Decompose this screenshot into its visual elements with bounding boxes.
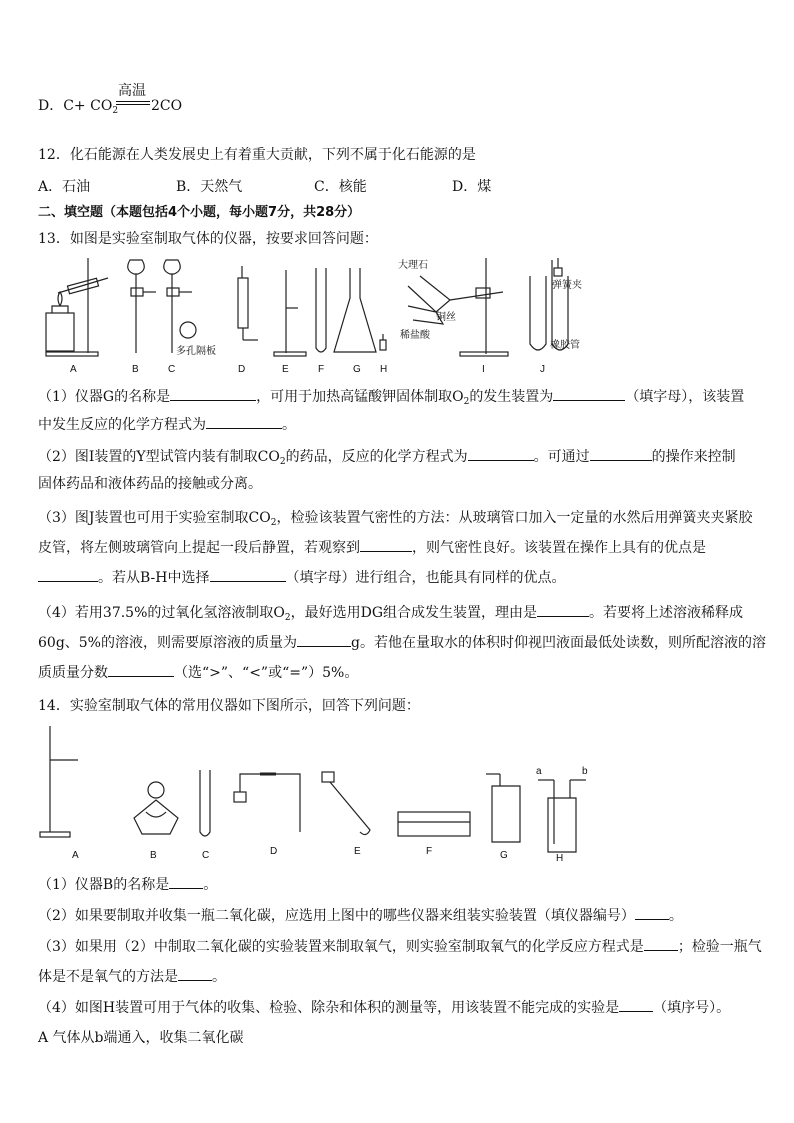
text: 皮管，将左侧玻璃管向上提起一段后静置，若观察到 — [38, 540, 360, 556]
fig14-label-d: D — [270, 846, 278, 857]
fig13-label-d: D — [238, 364, 246, 375]
fig14-label-e: E — [354, 846, 361, 857]
subscript: 2 — [279, 457, 286, 467]
acid-label: 稀盐酸 — [400, 330, 430, 341]
text: （1）仪器G的名称是 — [38, 389, 171, 405]
text: 质质量分数 — [38, 665, 108, 681]
fig13-label-b: B — [132, 364, 139, 375]
answer-blank[interactable] — [619, 997, 653, 1012]
q14-figure — [38, 722, 598, 864]
answer-blank[interactable] — [38, 567, 98, 582]
text: 。 — [282, 417, 296, 433]
text: ；检验一瓶气 — [677, 939, 762, 955]
answer-blank[interactable] — [360, 537, 412, 552]
reaction-condition: 高温 — [118, 83, 146, 99]
text: 。 — [203, 877, 218, 893]
answer-blank[interactable] — [537, 602, 589, 617]
answer-blank[interactable] — [169, 874, 203, 889]
answer-blank[interactable] — [635, 905, 669, 920]
q14-part1 — [38, 874, 217, 895]
text: （填序号）。 — [653, 1000, 731, 1016]
q13-part2-line2: 固体药品和液体药品的接触或分离。 — [38, 476, 262, 492]
q13-stem: 13．如图是实验室制取气体的仪器，按要求回答问题： — [38, 231, 378, 247]
apparatus-drawing — [38, 248, 598, 378]
fig13-label-h: H — [380, 364, 388, 375]
q13-part4-line2 — [38, 632, 766, 653]
text: （选“>”、“<”或“=”）5%。 — [174, 665, 359, 681]
section-heading: 二、填空题（本题包括4个小题，每小题7分，共28分） — [38, 205, 361, 220]
answer-blank[interactable] — [206, 414, 282, 429]
marble-label: 大理石 — [398, 260, 428, 271]
answer-blank[interactable] — [210, 567, 286, 582]
q14-part2 — [38, 905, 683, 926]
subscript: 2 — [463, 397, 470, 407]
fig13-label-g: G — [353, 364, 361, 375]
port-a-label: a — [536, 766, 542, 777]
answer-blank[interactable] — [108, 662, 174, 677]
fig13-label-f: F — [318, 364, 325, 375]
copper-wire-label: 铜丝 — [436, 312, 456, 323]
text: 体是不是氧气的方法是 — [38, 969, 178, 985]
q12-option-c: C．核能 — [314, 179, 367, 195]
port-b-label: b — [582, 766, 588, 777]
text: （填字母）进行组合，也能具有同样的优点。 — [285, 570, 566, 586]
text: （2）图Ⅰ装置的Y型试管内装有制取CO — [38, 449, 280, 465]
text: 的操作来控制 — [651, 449, 736, 465]
answer-blank[interactable] — [644, 936, 678, 951]
fig14-label-g: G — [500, 850, 508, 861]
equation-reactants: D．C+ CO — [38, 98, 113, 114]
text: （4）如图H装置可用于气体的收集、检验、除杂和体积的测量等，用该装置不能完成的实验是 — [38, 1000, 620, 1016]
subscript: 2 — [270, 518, 277, 528]
q13-part3-line1 — [38, 508, 752, 533]
fig13-label-j: J — [540, 364, 545, 375]
equation-product: 2CO — [151, 98, 183, 114]
text: 的发生装置为 — [469, 389, 554, 405]
q12-option-d: D．煤 — [452, 179, 492, 195]
text: 。 — [668, 908, 683, 924]
q14-stem: 14．实验室制取气体的常用仪器如下图所示，回答下列问题： — [38, 698, 420, 714]
q14-part3-line2 — [38, 966, 226, 987]
text: 的药品，反应的化学方程式为 — [285, 449, 468, 465]
text: g。若他在量取水的体积时仰视凹液面最低处读数，则所配溶液的溶 — [351, 635, 766, 651]
fig14-label-h: H — [556, 853, 564, 864]
q13-figure — [38, 248, 598, 378]
q12-option-a: A．石油 — [38, 179, 91, 195]
q13-part3-line3 — [38, 567, 566, 588]
text: ，最好选用DG组合成发生装置，理由是 — [290, 605, 538, 621]
q12-stem: 12．化石能源在人类发展史上有着重大贡献，下列不属于化石能源的是 — [38, 147, 476, 163]
fig13-label-i: I — [482, 364, 485, 375]
fig14-label-c: C — [202, 850, 210, 861]
text: 。 — [212, 969, 226, 985]
subscript: 2 — [112, 106, 119, 116]
text: 60g、5%的溶液，则需要原溶液的质量为 — [38, 635, 297, 651]
q13-part1-line1 — [38, 386, 744, 412]
text: （填字母），该装置 — [625, 389, 745, 405]
answer-blank[interactable] — [468, 446, 534, 461]
q14-option-a: A 气体从b端通入，收集二氧化碳 — [38, 1030, 244, 1046]
q13-part4-line1 — [38, 602, 743, 628]
fig13-label-c: C — [168, 364, 176, 375]
text: ，可用于加热高锰酸钾固体制取O — [256, 389, 464, 405]
q13-part4-line3 — [38, 662, 358, 683]
q13-part1-line2 — [38, 414, 296, 435]
fig14-label-f: F — [426, 846, 433, 857]
rubber-tube-label: 橡胶管 — [550, 340, 580, 351]
answer-blank[interactable] — [297, 632, 351, 647]
apparatus-drawing — [38, 722, 598, 864]
subscript: 2 — [284, 613, 291, 623]
fig14-label-b: B — [150, 850, 157, 861]
answer-blank[interactable] — [553, 386, 625, 401]
answer-blank[interactable] — [170, 386, 256, 401]
q12-option-b: B．天然气 — [176, 179, 243, 195]
fig13-label-e: E — [282, 364, 289, 375]
q11-option-d — [38, 96, 118, 121]
text: （3）图J装置也可用于实验室制取CO — [38, 510, 271, 526]
q13-part3-line2 — [38, 537, 706, 558]
fig14-label-a: A — [72, 850, 79, 861]
q13-part2-line1 — [38, 446, 736, 472]
text: 中发生反应的化学方程式为 — [38, 417, 206, 433]
fig13-label-a: A — [70, 364, 77, 375]
answer-blank[interactable] — [590, 446, 652, 461]
text: ，则气密性良好。该装置在操作上具有的优点是 — [412, 540, 706, 556]
answer-blank[interactable] — [178, 966, 212, 981]
text: （1）仪器B的名称是 — [38, 877, 170, 893]
text: （2）如果要制取并收集一瓶二氧化碳，应选用上图中的哪些仪器来组装实验装置（填仪器编号） — [38, 908, 635, 924]
text: 。若要将上述溶液稀释成 — [589, 605, 744, 621]
text: 。可通过 — [533, 449, 590, 465]
porous-plate-label: 多孔隔板 — [176, 346, 216, 357]
spring-clip-label: 弹簧夹 — [552, 280, 582, 291]
q14-part4 — [38, 997, 730, 1018]
q14-part3-line1 — [38, 936, 762, 957]
text: 。若从B-H中选择 — [98, 570, 210, 586]
equals-sign — [116, 101, 150, 105]
text: ，检验该装置气密性的方法：从玻璃管口加入一定量的水然后用弹簧夹夹紧胶 — [276, 510, 753, 526]
text: （3）如果用（2）中制取二氧化碳的实验装置来制取氧气，则实验室制取氧气的化学反应方程式是 — [38, 939, 644, 955]
text: （4）若用37.5%的过氧化氢溶液制取O — [38, 605, 285, 621]
